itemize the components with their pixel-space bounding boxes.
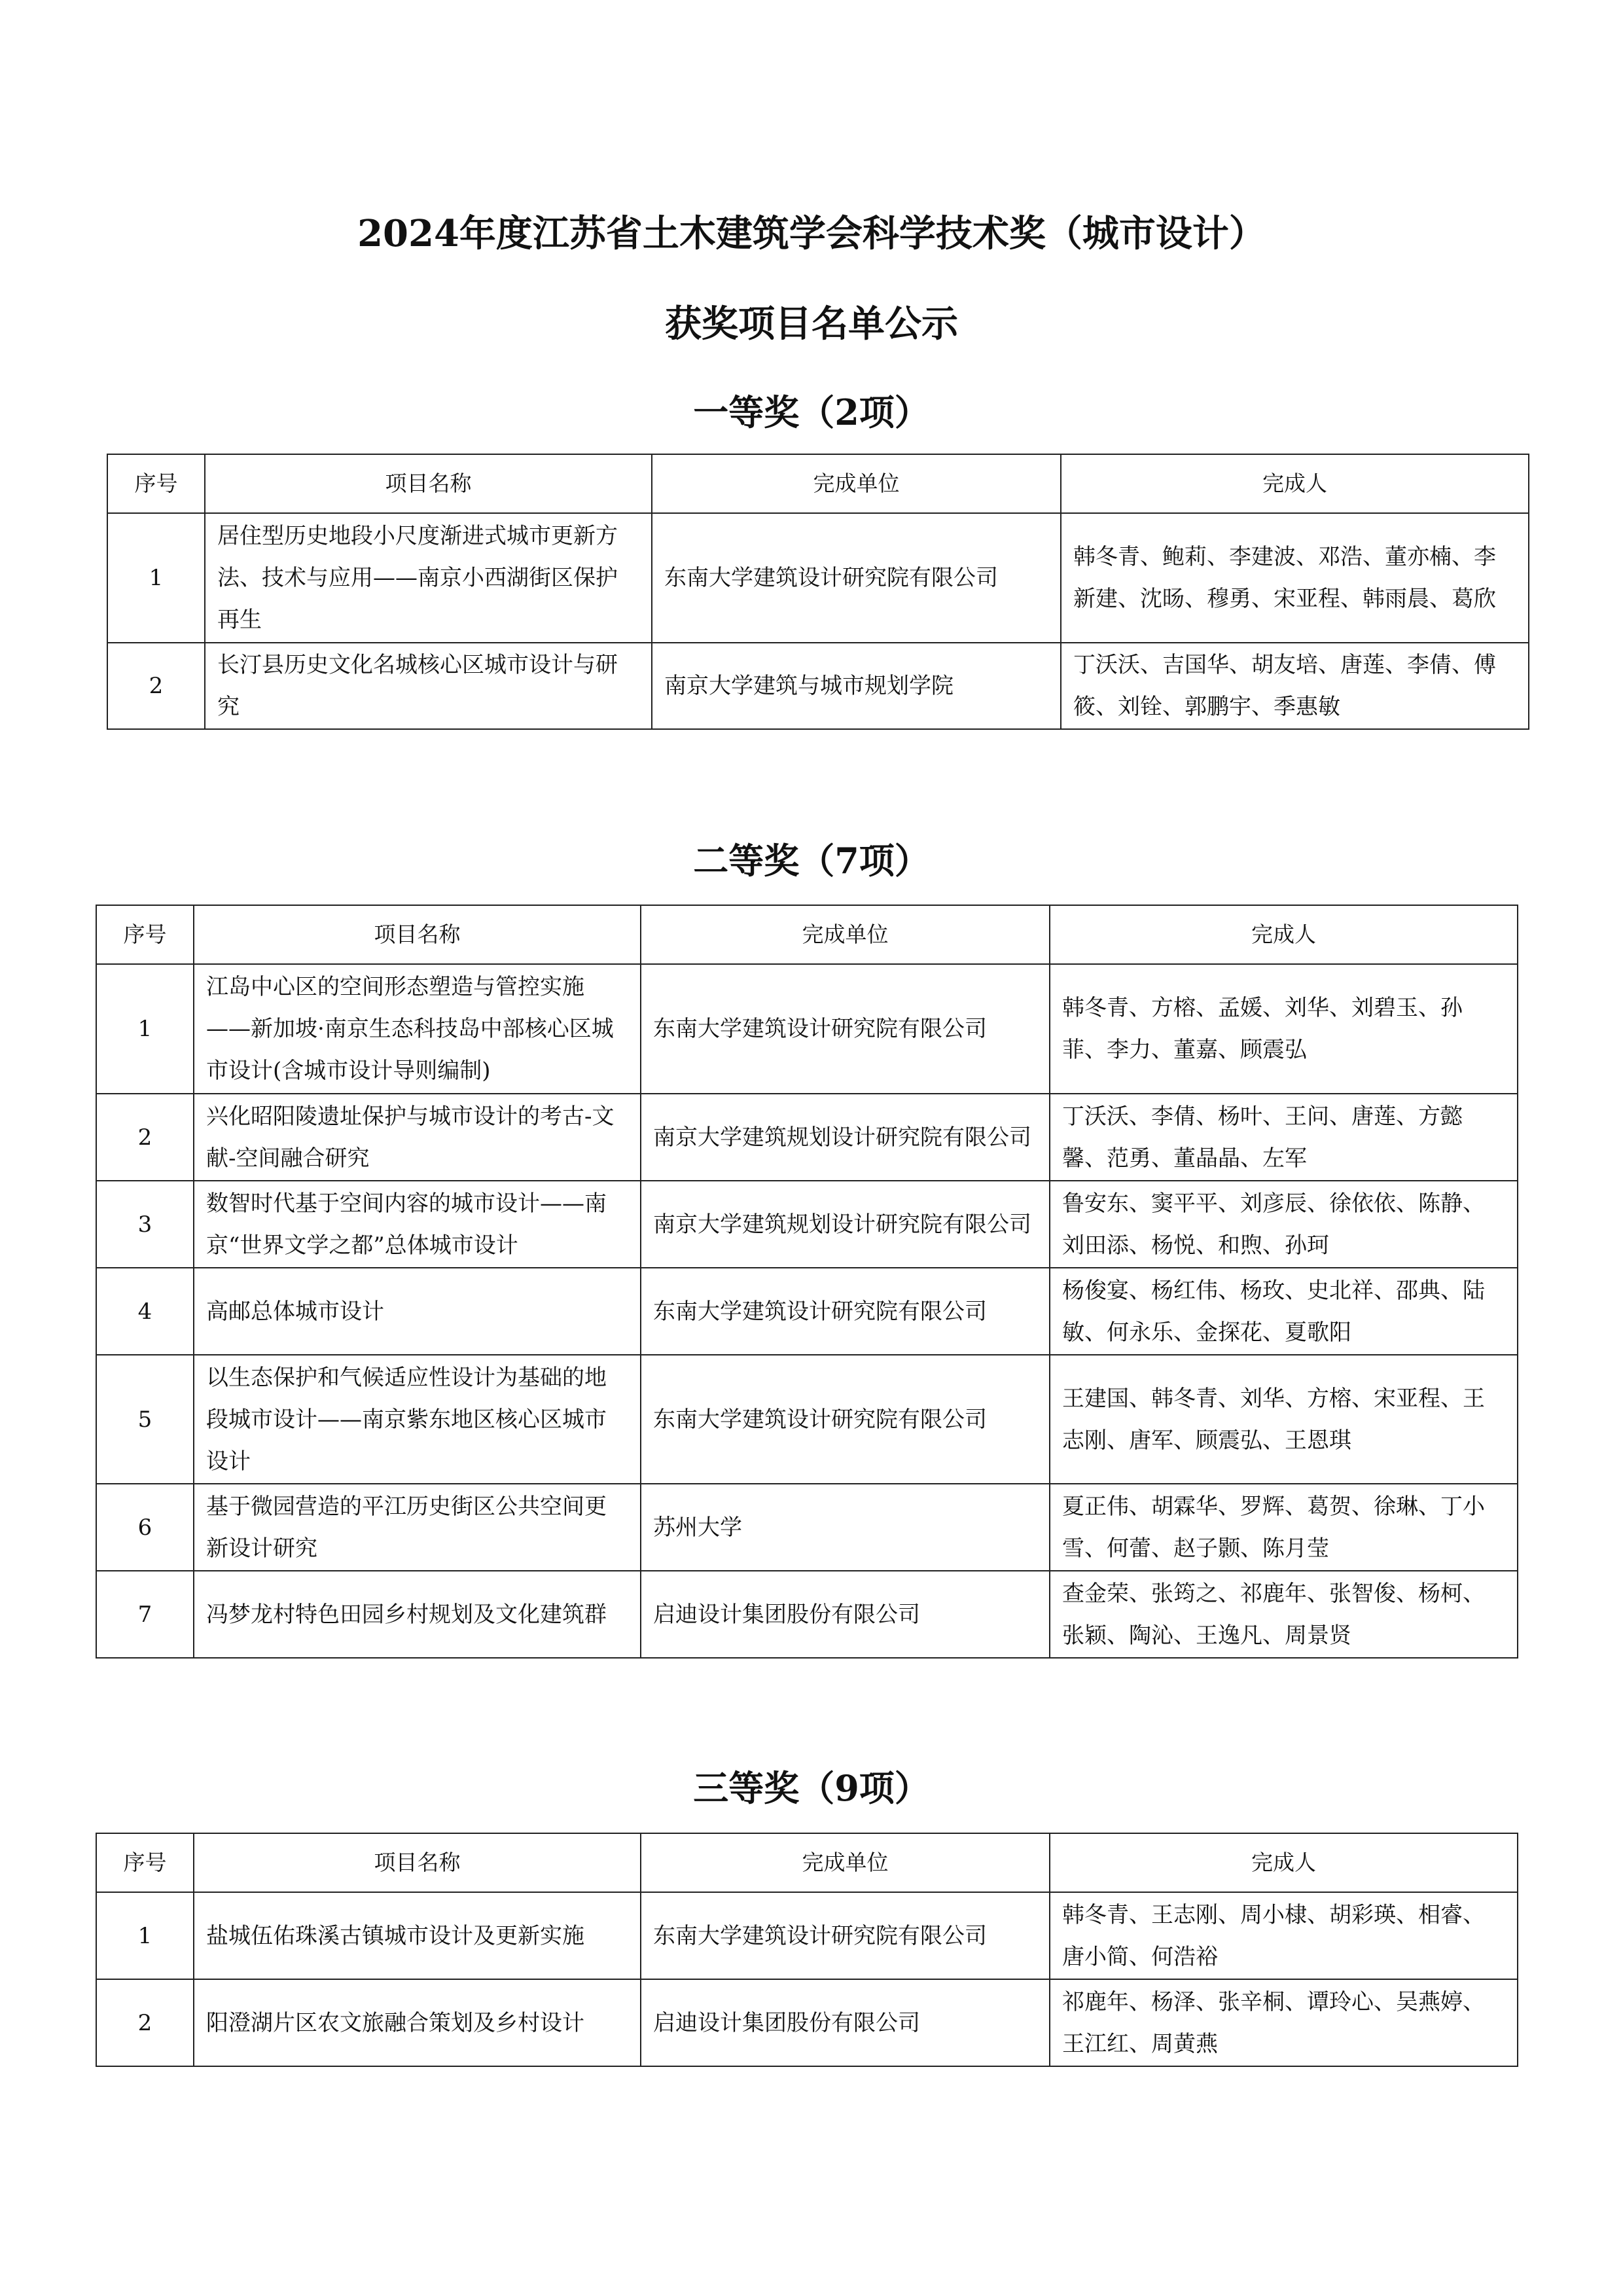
row-unit: 启迪设计集团股份有限公司 bbox=[641, 1979, 1050, 2066]
table-row bbox=[96, 1571, 1518, 1658]
row-no: 1 bbox=[107, 513, 205, 643]
row-people: 丁沃沃、李倩、杨叶、王问、唐莲、方懿馨、范勇、董晶晶、左军 bbox=[1050, 1094, 1518, 1181]
row-project-name: 兴化昭阳陵遗址保护与城市设计的考古-文献-空间融合研究 bbox=[194, 1094, 641, 1181]
row-no: 5 bbox=[96, 1355, 194, 1484]
col-header-name: 项目名称 bbox=[194, 1833, 641, 1892]
row-people: 王建国、韩冬青、刘华、方榕、宋亚程、王志刚、唐军、顾震弘、王恩琪 bbox=[1050, 1355, 1518, 1484]
row-project-name: 居住型历史地段小尺度渐进式城市更新方法、技术与应用——南京小西湖街区保护再生 bbox=[205, 513, 652, 643]
section-heading-third-prize: 三等奖（9项） bbox=[693, 1767, 930, 1809]
page-subtitle: 获奖项目名单公示 bbox=[665, 302, 958, 346]
row-project-name: 阳澄湖片区农文旅融合策划及乡村设计 bbox=[194, 1979, 641, 2066]
row-unit: 南京大学建筑与城市规划学院 bbox=[652, 643, 1061, 729]
table-row bbox=[96, 1268, 1518, 1355]
row-unit: 东南大学建筑设计研究院有限公司 bbox=[652, 513, 1061, 643]
table-row bbox=[96, 1094, 1518, 1181]
row-no: 3 bbox=[96, 1181, 194, 1268]
section-heading-second-prize: 二等奖（7项） bbox=[693, 840, 930, 882]
table-row bbox=[96, 1484, 1518, 1571]
table-header-row bbox=[96, 1833, 1518, 1892]
row-unit: 东南大学建筑设计研究院有限公司 bbox=[641, 1268, 1050, 1355]
table-row bbox=[107, 643, 1529, 729]
row-people: 韩冬青、鲍莉、李建波、邓浩、董亦楠、李新建、沈旸、穆勇、宋亚程、韩雨晨、葛欣 bbox=[1061, 513, 1529, 643]
section-heading-first-prize: 一等奖（2项） bbox=[693, 391, 930, 433]
table-header-row bbox=[107, 454, 1529, 513]
row-no: 4 bbox=[96, 1268, 194, 1355]
second-prize-table bbox=[96, 905, 1518, 1659]
row-people: 丁沃沃、吉国华、胡友培、唐莲、李倩、傅筱、刘铨、郭鹏宇、季惠敏 bbox=[1061, 643, 1529, 729]
col-header-unit: 完成单位 bbox=[641, 1833, 1050, 1892]
table-header-row bbox=[96, 905, 1518, 964]
page-title: 2024年度江苏省土木建筑学会科学技术奖（城市设计） bbox=[357, 212, 1266, 255]
row-project-name: 以生态保护和气候适应性设计为基础的地段城市设计——南京紫东地区核心区城市设计 bbox=[194, 1355, 641, 1484]
col-header-people: 完成人 bbox=[1061, 454, 1529, 513]
row-people: 夏正伟、胡霖华、罗辉、葛贺、徐琳、丁小雪、何蕾、赵子颢、陈月莹 bbox=[1050, 1484, 1518, 1571]
row-project-name: 数智时代基于空间内容的城市设计——南京“世界文学之都”总体城市设计 bbox=[194, 1181, 641, 1268]
row-no: 6 bbox=[96, 1484, 194, 1571]
row-unit: 东南大学建筑设计研究院有限公司 bbox=[641, 964, 1050, 1094]
row-project-name: 基于微园营造的平江历史街区公共空间更新设计研究 bbox=[194, 1484, 641, 1571]
table-row bbox=[96, 1181, 1518, 1268]
col-header-no: 序号 bbox=[107, 454, 205, 513]
col-header-no: 序号 bbox=[96, 1833, 194, 1892]
col-header-name: 项目名称 bbox=[205, 454, 652, 513]
row-no: 7 bbox=[96, 1571, 194, 1658]
row-people: 韩冬青、王志刚、周小棣、胡彩瑛、相睿、唐小简、何浩裕 bbox=[1050, 1892, 1518, 1979]
col-header-no: 序号 bbox=[96, 905, 194, 964]
row-people: 鲁安东、窦平平、刘彦辰、徐依依、陈静、刘田添、杨悦、和煦、孙珂 bbox=[1050, 1181, 1518, 1268]
row-project-name: 盐城伍佑珠溪古镇城市设计及更新实施 bbox=[194, 1892, 641, 1979]
row-people: 韩冬青、方榕、孟媛、刘华、刘碧玉、孙菲、李力、董嘉、顾震弘 bbox=[1050, 964, 1518, 1094]
third-prize-table bbox=[96, 1833, 1518, 2067]
row-people: 查金荣、张筠之、祁鹿年、张智俊、杨柯、张颖、陶沁、王逸凡、周景贤 bbox=[1050, 1571, 1518, 1658]
row-people: 杨俊宴、杨红伟、杨玫、史北祥、邵典、陆敏、何永乐、金探花、夏歌阳 bbox=[1050, 1268, 1518, 1355]
table-row bbox=[96, 1355, 1518, 1484]
row-project-name: 长汀县历史文化名城核心区城市设计与研究 bbox=[205, 643, 652, 729]
row-unit: 启迪设计集团股份有限公司 bbox=[641, 1571, 1050, 1658]
row-no: 1 bbox=[96, 964, 194, 1094]
row-no: 2 bbox=[96, 1979, 194, 2066]
table-row bbox=[96, 1979, 1518, 2066]
col-header-people: 完成人 bbox=[1050, 1833, 1518, 1892]
table-row bbox=[96, 964, 1518, 1094]
row-unit: 苏州大学 bbox=[641, 1484, 1050, 1571]
table-row bbox=[96, 1892, 1518, 1979]
row-unit: 南京大学建筑规划设计研究院有限公司 bbox=[641, 1181, 1050, 1268]
row-project-name: 冯梦龙村特色田园乡村规划及文化建筑群 bbox=[194, 1571, 641, 1658]
row-no: 2 bbox=[107, 643, 205, 729]
row-no: 1 bbox=[96, 1892, 194, 1979]
first-prize-table bbox=[107, 454, 1529, 730]
row-project-name: 江岛中心区的空间形态塑造与管控实施——新加坡·南京生态科技岛中部核心区城市设计(含城市设计导则编制) bbox=[194, 964, 641, 1094]
col-header-unit: 完成单位 bbox=[641, 905, 1050, 964]
col-header-name: 项目名称 bbox=[194, 905, 641, 964]
row-no: 2 bbox=[96, 1094, 194, 1181]
row-people: 祁鹿年、杨泽、张辛桐、谭玲心、吴燕婷、王江红、周黄燕 bbox=[1050, 1979, 1518, 2066]
row-project-name: 高邮总体城市设计 bbox=[194, 1268, 641, 1355]
row-unit: 南京大学建筑规划设计研究院有限公司 bbox=[641, 1094, 1050, 1181]
col-header-people: 完成人 bbox=[1050, 905, 1518, 964]
table-row bbox=[107, 513, 1529, 643]
col-header-unit: 完成单位 bbox=[652, 454, 1061, 513]
row-unit: 东南大学建筑设计研究院有限公司 bbox=[641, 1355, 1050, 1484]
row-unit: 东南大学建筑设计研究院有限公司 bbox=[641, 1892, 1050, 1979]
